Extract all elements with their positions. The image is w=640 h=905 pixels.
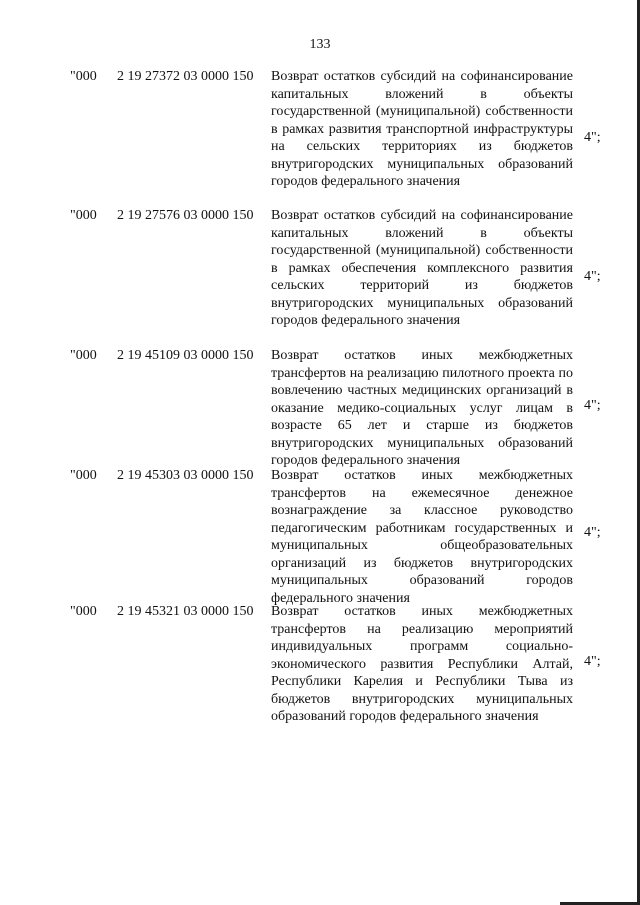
entry-suffix: 4";	[584, 269, 601, 284]
entry-prefix: "000	[70, 208, 97, 223]
budget-classification-code: 2 19 45109 03 0000 150	[117, 348, 254, 363]
entry-suffix: 4";	[584, 654, 601, 669]
entry-description: Возврат остатков иных межбюджетных трансфертов на реализацию мероприятий индивидуальных программ социально-экономического развития Республики Алтай, Республики Карелия и Республики Тыва из бюджетов внутригородских муниципальных образований городов федерального значения	[271, 604, 573, 724]
entry-prefix: "000	[70, 348, 97, 363]
entry-prefix: "000	[70, 604, 97, 619]
entry-description: Возврат остатков субсидий на софинансирование капитальных вложений в объекты государственной (муниципальной) собственности в рамках обеспечения комплексного развития сельских территорий из бюджетов внутригородских муниципальных образований городов федерального значения	[271, 208, 573, 328]
entry-suffix: 4";	[584, 525, 601, 540]
entry-suffix: 4";	[584, 130, 601, 145]
entry-prefix: "000	[70, 69, 97, 84]
entry-description: Возврат остатков иных межбюджетных трансфертов на ежемесячное денежное вознаграждение за классное руководство педагогическим работникам государственных и муниципальных общеобразовательных организаций из бюджетов внутригородских муниципальных образований городов федерального значения	[271, 468, 573, 606]
page-number: 133	[309, 37, 331, 52]
entry-description: Возврат остатков иных межбюджетных трансфертов на реализацию пилотного проекта по вовлечению частных медицинских организаций в оказание медико-социальных услуг лицам в возрасте 65 лет и старше из бюджетов внутригородских муниципальных образований городов федерального значения	[271, 348, 573, 468]
entry-suffix: 4";	[584, 398, 601, 413]
budget-classification-code: 2 19 27576 03 0000 150	[117, 208, 254, 223]
entry-prefix: "000	[70, 468, 97, 483]
entry-description: Возврат остатков субсидий на софинансирование капитальных вложений в объекты государственной (муниципальной) собственности в рамках развития транспортной инфраструктуры на сельских территориях из бюджетов внутригородских муниципальных образований городов федерального значения	[271, 69, 573, 189]
budget-classification-code: 2 19 45321 03 0000 150	[117, 604, 254, 619]
budget-classification-code: 2 19 27372 03 0000 150	[117, 69, 254, 84]
budget-classification-code: 2 19 45303 03 0000 150	[117, 468, 254, 483]
